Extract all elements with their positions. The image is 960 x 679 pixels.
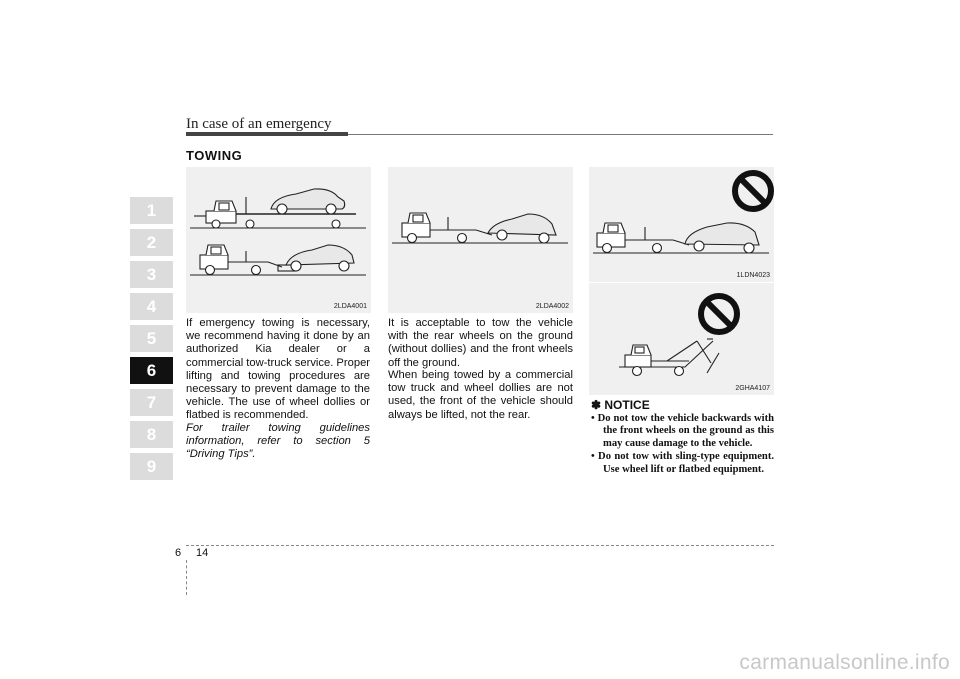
chapter-tab-9[interactable]: 9 — [130, 453, 173, 480]
tow-truck-illustration — [186, 167, 371, 313]
header-rule-thick — [186, 132, 348, 136]
figure-code: 2LDA4001 — [333, 303, 367, 310]
notice-item: • Do not tow the vehicle backwards with the front wheels on the ground as this may cause damage to the vehicle. — [591, 413, 774, 449]
figure-code: 2GHA4107 — [735, 385, 770, 392]
chapter-tab-5[interactable]: 5 — [130, 325, 173, 352]
figure-code: 1LDN4023 — [736, 272, 770, 279]
chapter-tab-7[interactable]: 7 — [130, 389, 173, 416]
chapter-tab-1[interactable]: 1 — [130, 197, 173, 224]
section-heading: TOWING — [186, 148, 243, 163]
notice-title: ✽ NOTICE — [591, 398, 650, 412]
prohibited-icon — [701, 296, 737, 332]
figure-prohibited-backwards-tow — [589, 167, 774, 282]
figure-prohibited-sling-tow — [589, 283, 774, 395]
tow-truck-illustration — [589, 283, 774, 395]
header-rule-thin — [348, 134, 773, 135]
tow-truck-illustration — [388, 167, 573, 313]
notice-item: • Do not tow with sling-type equipment. Use wheel lift or flatbed equipment. — [591, 451, 774, 475]
watermark: carmanualsonline.info — [739, 651, 950, 674]
chapter-tab-6[interactable]: 6 — [130, 357, 173, 384]
prohibited-icon — [735, 173, 771, 209]
footer-chapter-number: 6 — [175, 547, 182, 559]
chapter-tab-4[interactable]: 4 — [130, 293, 173, 320]
chapter-tab-8[interactable]: 8 — [130, 421, 173, 448]
col1-paragraph: If emergency towing is necessary, we recommend having it done by an authorized Kia dealer or a commercial tow-truck service. Proper lifting and towing procedures are necessary to prevent damage to the vehicle. The use of wheel dollies or flatbed is recommended. — [186, 317, 371, 422]
footer-divider — [186, 560, 187, 595]
col2-paragraph-2: When being towed by a commercial tow truck and wheel dollies are not used, the front of the vehicle should always be lifted, not the rear. — [388, 369, 573, 421]
figure-flatbed-and-dolly — [186, 167, 371, 313]
col2-paragraph-1: It is acceptable to tow the vehicle with the rear wheels on the ground (without dollies) and the front wheels off the ground. — [388, 317, 573, 369]
figure-code: 2LDA4002 — [535, 303, 569, 310]
tow-truck-illustration — [589, 167, 774, 282]
page-header-title: In case of an emergency — [186, 116, 332, 132]
footer-rule — [186, 545, 774, 546]
footer-page-number: 14 — [196, 547, 209, 559]
chapter-tab-3[interactable]: 3 — [130, 261, 173, 288]
figure-wheel-lift — [388, 167, 573, 313]
notice-list — [591, 413, 774, 477]
chapter-tab-2[interactable]: 2 — [130, 229, 173, 256]
col1-italic-note: For trailer towing guidelines information, refer to section 5 “Driving Tips”. — [186, 422, 370, 461]
